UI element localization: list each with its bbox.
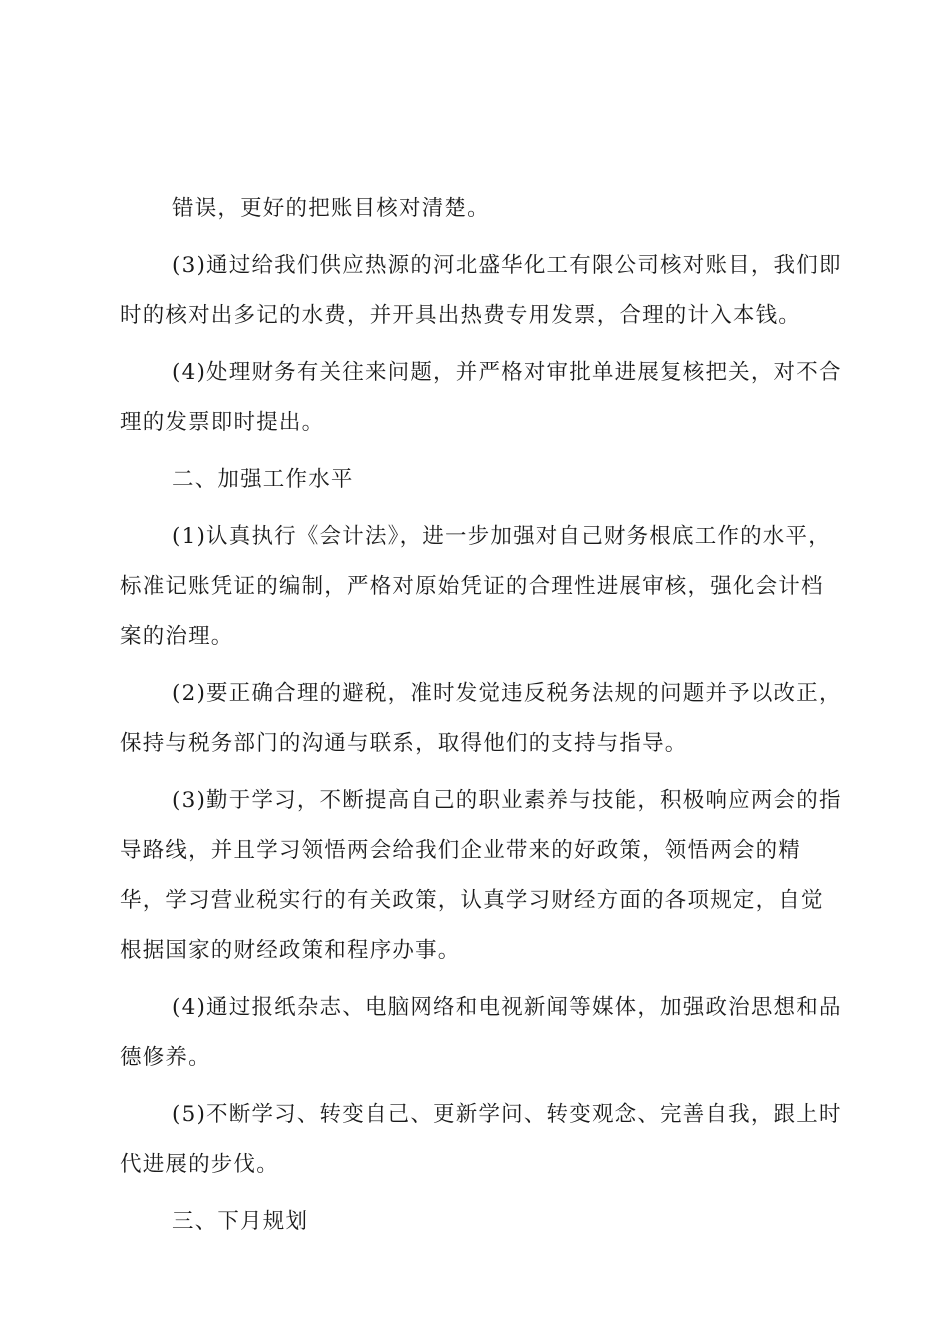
text-line: (1)认真执行《会计法》，进一步加强对自己财务根底工作的水平， [172, 524, 831, 549]
text-line: 案的治理。 [120, 624, 234, 649]
text-line: (3)通过给我们供应热源的河北盛华化工有限公司核对账目，我们即 [172, 253, 842, 278]
text-line: 德修养。 [120, 1045, 211, 1070]
text-line: 理的发票即时提出。 [120, 410, 325, 435]
paragraph-item-5 [120, 1090, 842, 1190]
text-line: 根据国家的财经政策和程序办事。 [120, 938, 461, 963]
paragraph-item-4 [120, 348, 842, 448]
paragraph-item-3 [120, 241, 842, 341]
text-line: (4)通过报纸杂志、电脑网络和电视新闻等媒体，加强政治思想和品 [172, 995, 842, 1020]
text-line: (4)处理财务有关往来问题，并严格对审批单进展复核把关，对不合 [172, 360, 842, 385]
section-heading: 二、加强工作水平 [172, 467, 354, 492]
paragraph-item-4b [120, 983, 842, 1083]
section-heading-3 [120, 1197, 832, 1247]
paragraph-continuation [120, 184, 832, 234]
text-line: 华，学习营业税实行的有关政策，认真学习财经方面的各项规定，自觉 [120, 888, 824, 913]
text-line: 时的核对出多记的水费，并开具出热费专用发票，合理的计入本钱。 [120, 303, 802, 328]
text-line: 标准记账凭证的编制，严格对原始凭证的合理性进展审核，强化会计档 [120, 574, 824, 599]
text-line: 代进展的步伐。 [120, 1152, 279, 1177]
text-line: 保持与税务部门的沟通与联系，取得他们的支持与指导。 [120, 731, 688, 756]
paragraph-item-3b [120, 776, 842, 976]
text-line: (2)要正确合理的避税，准时发觉违反税务法规的问题并予以改正， [172, 681, 842, 706]
paragraph-item-2 [120, 669, 842, 769]
text-line: (5)不断学习、转变自己、更新学问、转变观念、完善自我，跟上时 [172, 1102, 842, 1127]
text-line: 错误，更好的把账目核对清楚。 [172, 196, 490, 221]
paragraph-item-1 [120, 512, 832, 662]
document-body [120, 184, 842, 1254]
text-line: (3)勤于学习，不断提高自己的职业素养与技能，积极响应两会的指 [172, 788, 842, 813]
text-line: 导路线，并且学习领悟两会给我们企业带来的好政策，领悟两会的精 [120, 838, 802, 863]
section-heading: 三、下月规划 [172, 1209, 309, 1234]
section-heading-2 [120, 455, 832, 505]
